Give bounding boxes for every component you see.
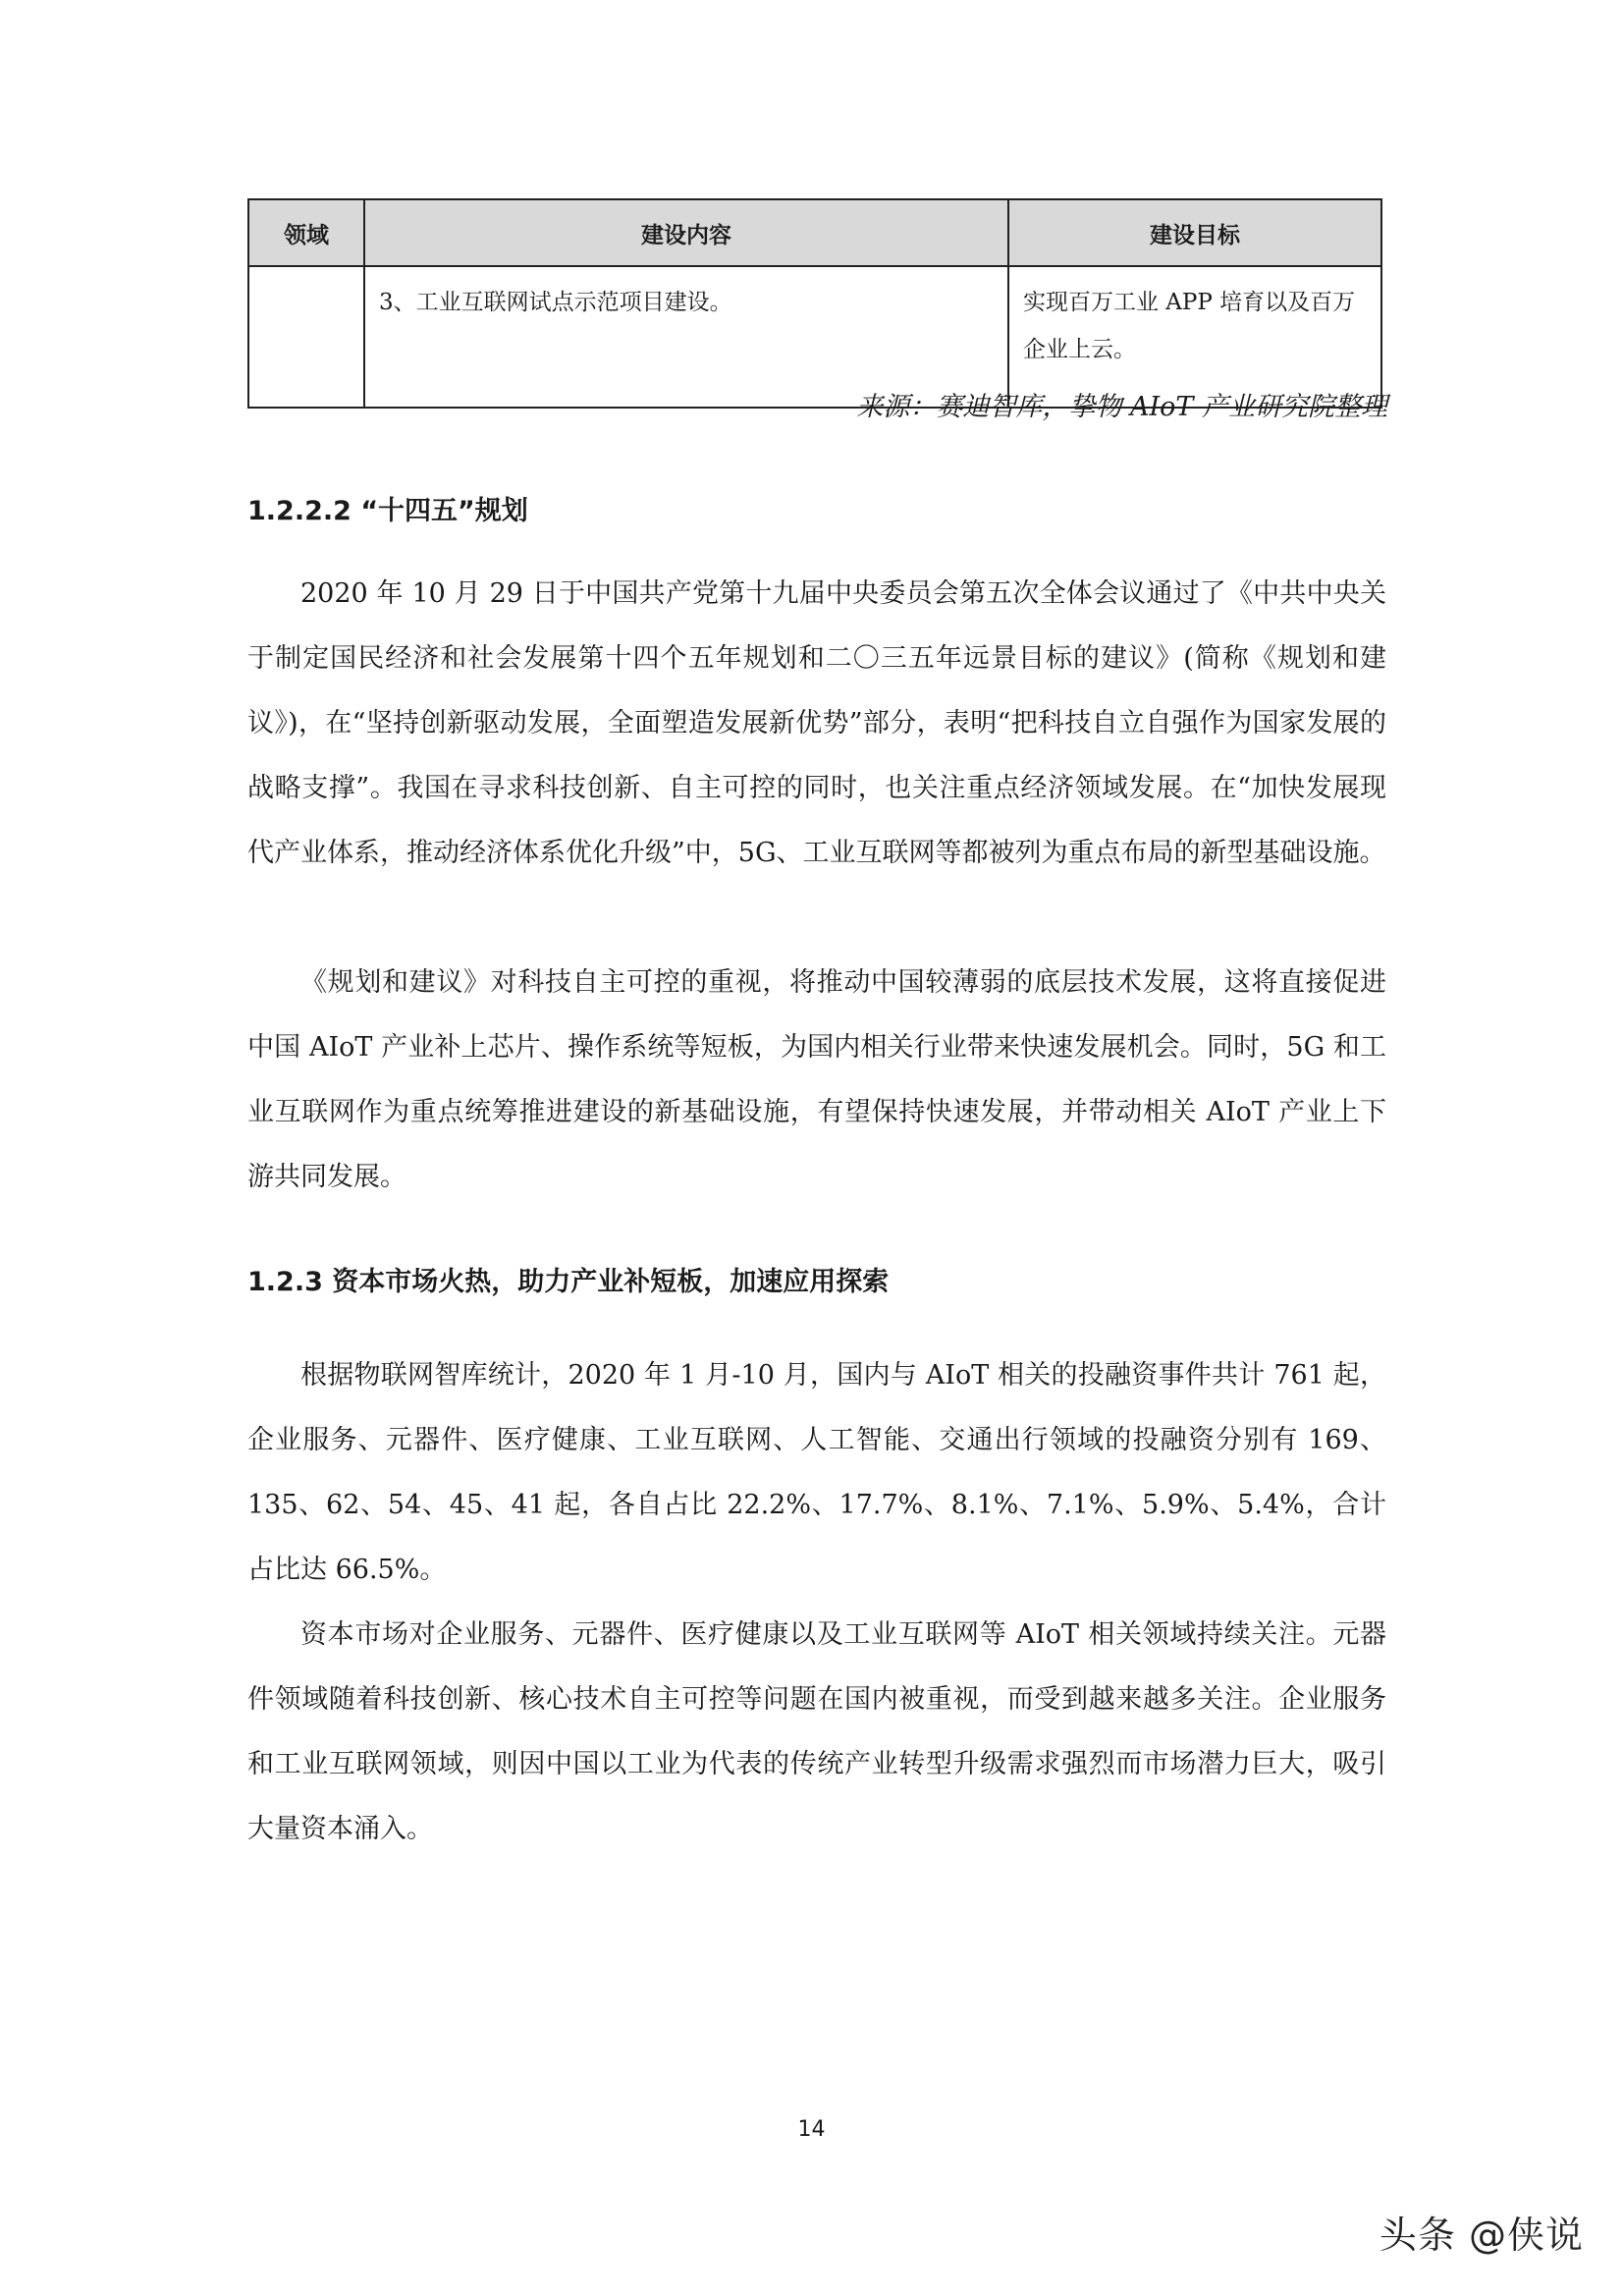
cell-domain xyxy=(248,266,364,408)
header-content: 建设内容 xyxy=(364,199,1008,266)
page-number: 14 xyxy=(797,2117,826,2142)
construction-table-wrapper xyxy=(247,198,1380,409)
cell-content: 3、工业互联网试点示范项目建设。 xyxy=(364,266,1008,408)
header-goal: 建设目标 xyxy=(1008,199,1381,266)
paragraph-14th-plan-1: 2020 年 10 月 29 日于中国共产党第十九届中央委员会第五次全体会议通过了《中共中央关于制定国民经济和社会发展第十四个五年规划和二〇三五年远景目标的建议》(简称《规划和建议》)，在“坚持创新驱动发展，全面塑造发展新优势”部分，表明“把科技自立自强作为国家发展的战略支撑”。我国在寻求科技创新、自主可控的同时，也关注重点经济领域发展。在“加快发展现代产业体系，推动经济体系优化升级”中，5G、工业互联网等都被列为重点布局的新型基础设施。 xyxy=(247,578,1386,868)
construction-table xyxy=(247,198,1382,409)
paragraph-capital-1: 根据物联网智库统计，2020 年 1 月-10 月，国内与 AIoT 相关的投融资事件共计 761 起，企业服务、元器件、医疗健康、工业互联网、人工智能、交通出行领域的投融资分别有 169、135、62、54、45、41 起，各自占比 22.2%、17.7%、8.1%、7.1%、5.9%、5.4%，合计占比达 66.5%。 xyxy=(247,1360,1386,1585)
table-source-note: 来源：赛迪智库，挚物 AIoT 产业研究院整理 xyxy=(856,392,1387,422)
paragraph-capital-2: 资本市场对企业服务、元器件、医疗健康以及工业互联网等 AIoT 相关领域持续关注。元器件领域随着科技创新、核心技术自主可控等问题在国内被重视，而受到越来越多关注。企业服务和工业互联网领域，则因中国以工业为代表的传统产业转型升级需求强烈而市场潜力巨大，吸引大量资本涌入。 xyxy=(247,1619,1386,1844)
watermark: 头条 @侠说 xyxy=(1379,2214,1584,2257)
paragraph-14th-plan-2: 《规划和建议》对科技自主可控的重视，将推动中国较薄弱的底层技术发展，这将直接促进中国 AIoT 产业补上芯片、操作系统等短板，为国内相关行业带来快速发展机会。同时，5G 和工业互联网作为重点统筹推进建设的新基础设施，有望保持快速发展，并带动相关 AIoT 产业上下游共同发展。 xyxy=(247,967,1386,1192)
section-heading-capital-market: 1.2.3 资本市场火热，助力产业补短板，加速应用探索 xyxy=(247,1267,890,1297)
cell-goal: 实现百万工业 APP 培育以及百万企业上云。 xyxy=(1008,266,1381,408)
table-header-row xyxy=(248,199,1381,266)
section-heading-14th-five-year: 1.2.2.2 “十四五”规划 xyxy=(247,496,528,526)
header-domain: 领域 xyxy=(248,199,364,266)
